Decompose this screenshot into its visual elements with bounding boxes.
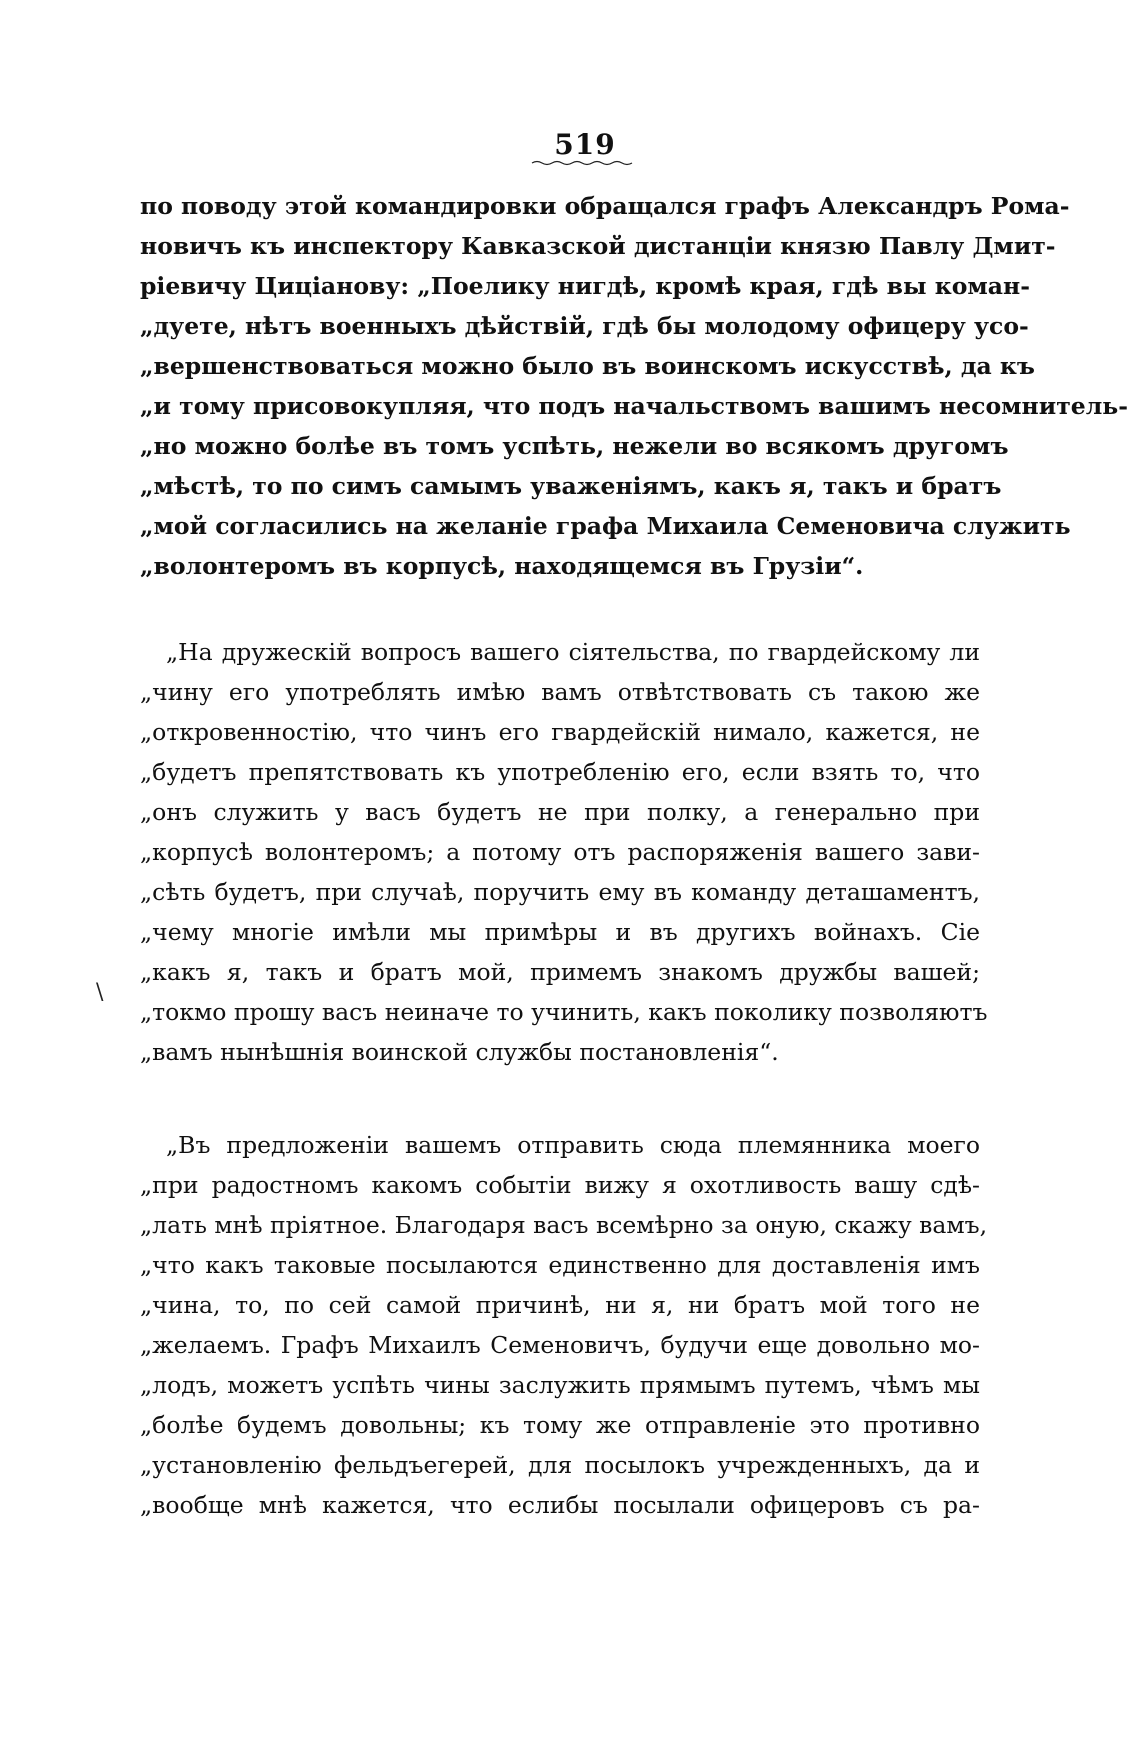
text-line: „мой согласились на желаніе графа Михаила Семеновича служить xyxy=(140,512,1071,540)
text-line: „болѣе будемъ довольны; къ тому же отправленіе это противно xyxy=(140,1411,980,1439)
text-line: новичъ къ инспектору Кавказской дистанціи князю Павлу Дмит- xyxy=(140,232,1056,260)
page-number-ornament xyxy=(532,160,632,166)
text-line: „мѣстѣ, то по симъ самымъ уваженіямъ, какъ я, такъ и братъ xyxy=(140,472,1002,500)
text-line: „вамъ нынѣшнія воинской службы постановленія“. xyxy=(140,1038,779,1066)
paragraph-2 xyxy=(140,632,988,1072)
text-line: „корпусѣ волонтеромъ; а потому отъ распоряженія вашего зави- xyxy=(140,838,980,866)
text-line: „будетъ препятствовать къ употребленію его, если взять то, что xyxy=(140,758,980,786)
paragraph-1 xyxy=(140,186,1128,586)
text-line: ріевичу Циціанову: „Поелику нигдѣ, кромѣ края, гдѣ вы коман- xyxy=(140,272,1030,300)
text-line: „лать мнѣ пріятное. Благодаря васъ всемѣрно за оную, скажу вамъ, xyxy=(140,1211,988,1239)
text-line: „лодъ, можетъ успѣть чины заслужить прямымъ путемъ, чѣмъ мы xyxy=(140,1371,980,1399)
text-line: „и тому присовокупляя, что подъ начальствомъ вашимъ несомнитель- xyxy=(140,392,1128,420)
text-line: „желаемъ. Графъ Михаилъ Семеновичъ, будучи еще довольно мо- xyxy=(140,1331,980,1359)
text-line: „дуете, нѣтъ военныхъ дѣйствій, гдѣ бы молодому офицеру усо- xyxy=(140,312,1029,340)
text-line: „онъ служить у васъ будетъ не при полку, а генерально при xyxy=(140,798,980,826)
text-line: „чину его употреблять имѣю вамъ отвѣтствовать съ такою же xyxy=(140,678,980,706)
text-line: „токмо прошу васъ неиначе то учинить, какъ поколику позволяютъ xyxy=(140,998,988,1026)
text-line: „сѣть будетъ, при случаѣ, поручить ему въ команду деташаментъ, xyxy=(140,878,980,906)
text-line: по поводу этой командировки обращался графъ Александръ Рома- xyxy=(140,192,1070,220)
text-line: „вообще мнѣ кажется, что еслибы посылали офицеровъ съ ра- xyxy=(140,1491,980,1519)
text-line: „но можно болѣе въ томъ успѣть, нежели во всякомъ другомъ xyxy=(140,432,1009,460)
text-line: „какъ я, такъ и братъ мой, примемъ знакомъ дружбы вашей; xyxy=(140,958,980,986)
text-line: „при радостномъ какомъ событіи вижу я охотливость вашу сдѣ- xyxy=(140,1171,980,1199)
page-number: 519 xyxy=(554,128,616,161)
paragraph-3 xyxy=(140,1125,988,1525)
text-line: „волонтеромъ въ корпусѣ, находящемся въ Грузіи“. xyxy=(140,552,864,580)
text-line: „чему многіе имѣли мы примѣры и въ другихъ войнахъ. Сіе xyxy=(140,918,980,946)
text-line: „чина, то, по сей самой причинѣ, ни я, ни братъ мой того не xyxy=(140,1291,980,1319)
text-line: „Въ предложеніи вашемъ отправить сюда племянника моего xyxy=(166,1131,980,1159)
text-line: „На дружескій вопросъ вашего сіятельства, по гвардейскому ли xyxy=(166,638,980,666)
text-line: „установленію фельдъегерей, для посылокъ учрежденныхъ, да и xyxy=(140,1451,980,1479)
text-line: „вершенствоваться можно было въ воинскомъ искусствѣ, да къ xyxy=(140,352,1035,380)
margin-mark: \ xyxy=(96,980,104,1005)
text-line: „что какъ таковые посылаются единственно для доставленія имъ xyxy=(140,1251,980,1279)
text-line: „откровенностію, что чинъ его гвардейскій нимало, кажется, не xyxy=(140,718,980,746)
